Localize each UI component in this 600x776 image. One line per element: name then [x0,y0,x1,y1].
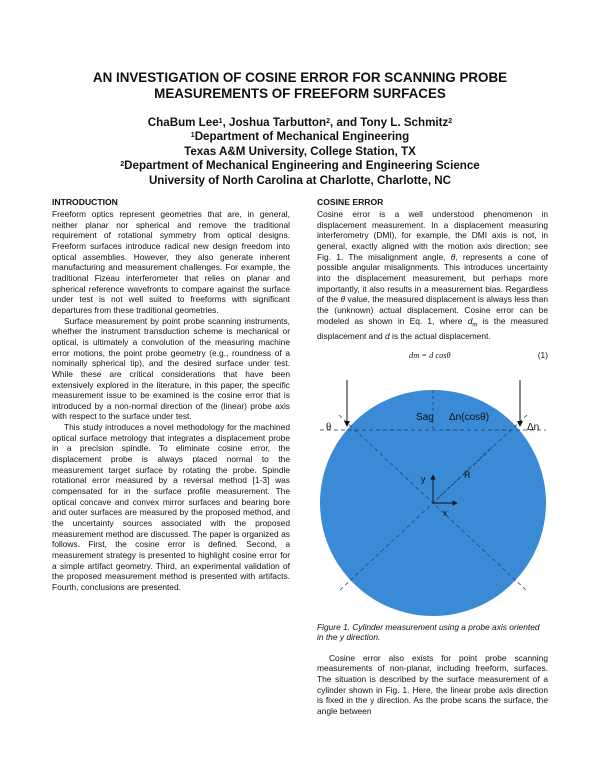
cylinder-diagram [317,380,548,620]
label-delta-n: Δn [527,421,540,433]
author-3-affiliation: 2 [448,118,453,125]
cosine-text-b: , represents a cone of possible angular misalignments. This introduces uncertainty into the displacement measurement, but perhaps more importantly, it also results in a measurement bias. Regardless of the [317,251,548,305]
cosine-error-paragraph-1 [317,209,548,342]
equation-text: dm = d cosθ [409,350,451,360]
author-2-affiliation: 2 [326,118,330,125]
cosine-text-e: is the actual displacement. [389,330,491,341]
theta-symbol-2: θ [340,294,346,305]
author-3: , and Tony L. Schmitz [329,116,449,129]
cosine-text-a: Cosine error is a well understood phenomenon in displacement measurement. In a displacement measuring interferometry (DMI), for example, the DMI axis is not, in general, exactly aligned with the motion axis direction; see Fig. 1. The misalignment angle, [317,209,548,262]
introduction-paragraph-1: Freeform optics represent geometries that are, in general, neither planar nor spherical and remove the traditional requirement of rotational symmetry from optical designs. Freeform surfaces introduce radical new design freedom into optical assemblies. However, they also generate inherent manufacturing and measurement challenges. For example, the traditional Fizeau interferometer that relies on planar and spherical reference wavefronts to compare against the surface under test is not well suited to freeforms with significant departures from these traditional geometries. [52,209,290,315]
label-x: x [443,507,448,518]
affiliation-2-department: Department of Mechanical Engineering and Engineering Science [124,159,480,173]
right-column [317,197,548,716]
dm-subscript: m [472,322,478,329]
figure-1 [317,380,548,620]
author-1: ChaBum Lee [147,116,219,129]
affiliation-1-department: Department of Mechanical Engineering [194,130,410,144]
dm-symbol: d [467,315,473,326]
theta-symbol: θ [450,251,456,262]
equation-number: (1) [537,349,548,360]
cosine-error-paragraph-2: Cosine error also exists for point probe scanning measurements of non-planar, including freeform, surfaces. The situation is described by the surface measurement of a cylinder shown in Fig. 1. Here, the linear probe axis direction is fixed in the y direction. As the probe scans the surface, the angle between [317,652,548,716]
label-theta: θ [326,420,332,433]
d-symbol: d [384,330,390,341]
author-2: , Joshua Tarbutton [222,116,327,129]
title-line-1: AN INVESTIGATION OF COSINE ERROR FOR SCANNING PROBE [92,70,508,85]
author-names [40,116,560,130]
label-delta-n-cos-theta: Δn(cosθ) [449,411,490,423]
left-column [52,197,290,593]
affiliation-2 [40,159,560,173]
author-block [40,116,560,188]
label-r: R [464,469,471,480]
cosine-text-d: is the measured displacement and [317,315,548,341]
affiliation-2-number: 2 [120,161,125,169]
equation-1 [317,350,548,364]
introduction-heading: INTRODUCTION [52,197,118,207]
affiliation-2-university: University of North Carolina at Charlotte, Charlotte, NC [148,173,452,187]
label-y: y [421,473,426,484]
affiliation-1-university: Texas A&M University, College Station, TX [184,144,416,158]
label-sag: Sag [416,411,434,423]
paper-title [40,70,560,102]
introduction-paragraph-2: Surface measurement by point probe scanning instruments, whether the instrument transduction scheme is mechanical or optical, is ultimately a convolution of the measuring machine error motions, the point probe geometry (e.g., roundness of a nominally spherical tip), and the desired surface under test. While these are critical considerations that have been extensively explored in the literature, in this paper, the specific measurement issue to be examined is the cosine error that is introduced by a non-normal direction of the (linear) probe axis with respect to the surface under test. [52,315,290,422]
affiliation-1 [40,130,560,144]
introduction-paragraph-3: This study introduces a novel methodology for the machined optical surface metrology that integrates a displacement probe in a precision spindle. To eliminate cosine error, the displacement probe is always placed normal to the measurement target surface by rotating the probe. Spindle rotational error measured by a reversal method [1-3] was compensated for in the surface profile measurement. The optical concave and convex mirror surfaces and bearing bore and outer surfaces are measured by the proposed method, and the uncertainty sources associated with the proposed measurement method are discussed. The paper is organized as follows. First, the cosine error is defined. Second, a measurement strategy is presented to highlight cosine error for a simple artifact geometry. Third, an experimental validation of the proposed measurement method is presented with artifacts. Fourth, conclusions are presented. [52,422,290,592]
figure-1-caption: Figure 1. Cylinder measurement using a probe axis oriented in the y direction. [317,621,540,643]
cosine-error-heading: COSINE ERROR [317,197,384,207]
title-line-2: MEASUREMENTS OF FREEFORM SURFACES [154,86,446,101]
cosine-text-c: value, the measured displacement is always less than the (unknown) actual displacement. Cosine error can be modeled as shown in Eq. 1, where [317,294,548,326]
author-1-affiliation: 1 [218,118,223,125]
affiliation-1-number: 1 [190,132,195,140]
